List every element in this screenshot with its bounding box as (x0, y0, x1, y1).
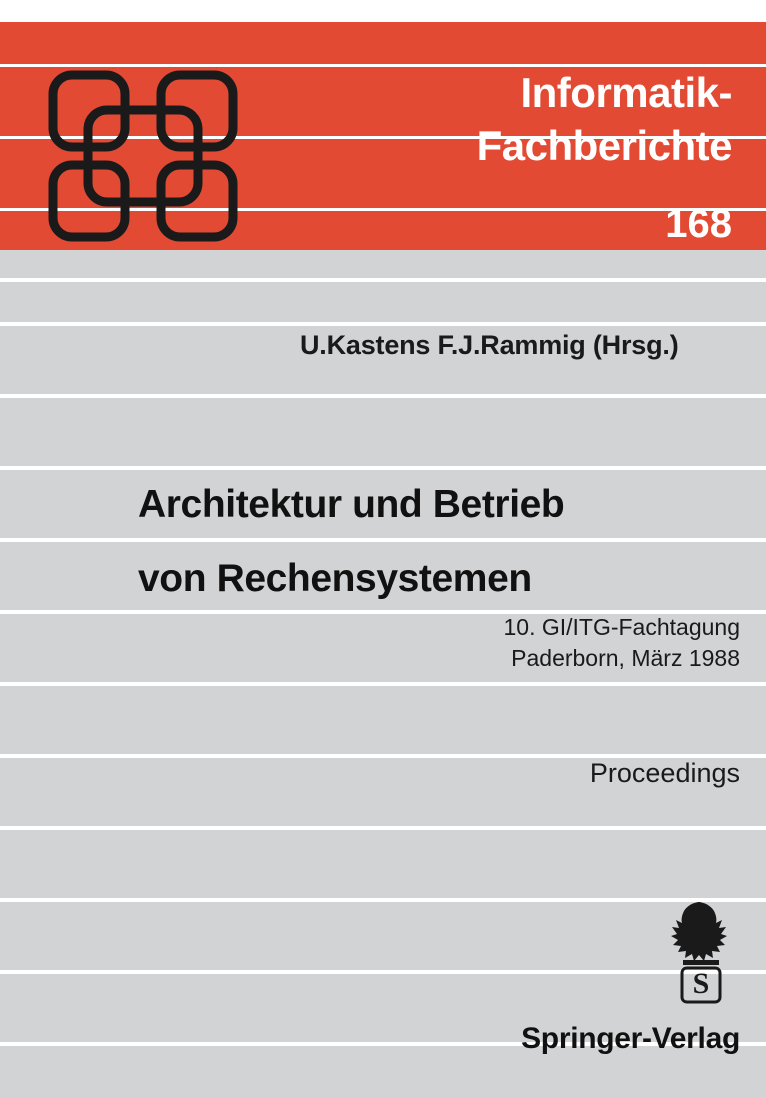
springer-knight-icon (664, 900, 738, 1004)
body-rule (0, 682, 766, 686)
document-type: Proceedings (589, 758, 740, 788)
body-rule (0, 898, 766, 902)
body-rule (0, 394, 766, 398)
body-rule (0, 970, 766, 974)
series-title (312, 66, 732, 172)
subtitle-line2: Paderborn, März 1988 (511, 645, 740, 671)
cover-body (0, 250, 766, 1098)
editors: U.Kastens F.J.Rammig (Hrsg.) (300, 330, 679, 360)
page-title (138, 468, 748, 616)
series-banner (0, 22, 766, 250)
publisher-name: Springer-Verlag (521, 1022, 740, 1055)
conference-subtitle (300, 612, 740, 674)
series-number: 168 (665, 202, 732, 246)
series-title-line1: Informatik- (520, 69, 732, 116)
body-rule (0, 278, 766, 282)
body-rule (0, 826, 766, 830)
book-title-line2: von Rechensystemen (138, 557, 532, 600)
series-title-line2: Fachberichte (476, 122, 732, 169)
body-rule (0, 322, 766, 326)
subtitle-line1: 10. GI/ITG-Fachtagung (503, 614, 740, 640)
book-title-line1: Architektur und Betrieb (138, 483, 565, 526)
svg-text:S: S (692, 967, 710, 1000)
interlocking-squares-logo-icon (48, 70, 238, 242)
